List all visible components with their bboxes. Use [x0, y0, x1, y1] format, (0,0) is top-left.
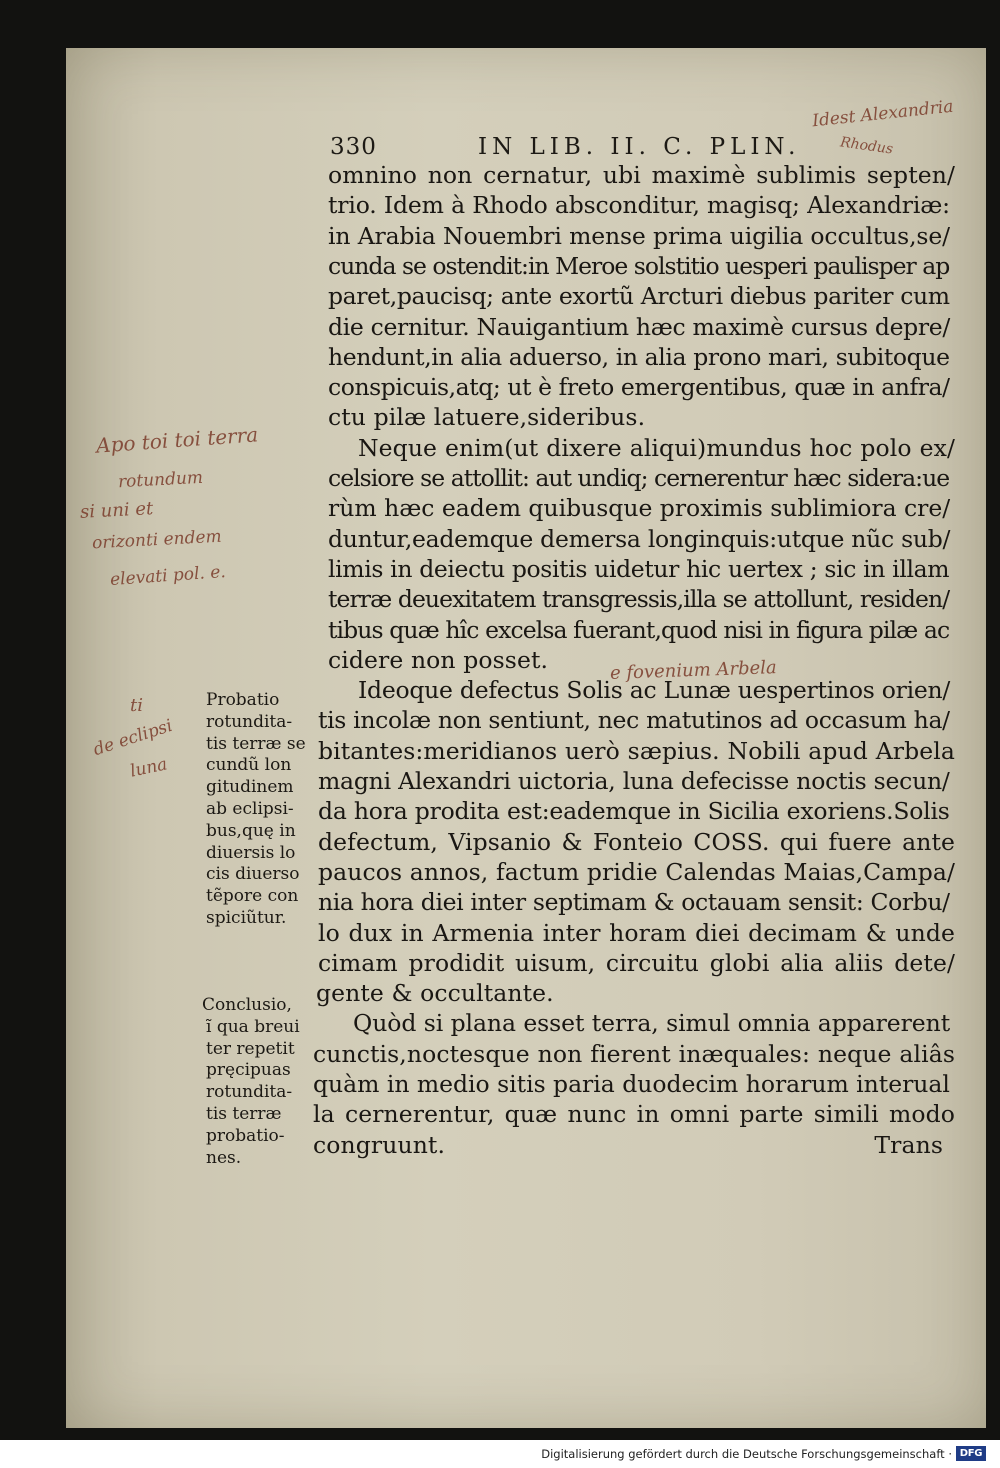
- sidenote-line: Probatio: [206, 690, 280, 710]
- sidenote-line: tis terræ se: [206, 733, 306, 754]
- sidenote-line: rotundita-: [206, 711, 293, 732]
- footer-bar: [0, 1440, 1000, 1468]
- text-line: die cernitur. Nauigantium hæc maximè cursus depre/: [328, 312, 950, 341]
- text-line: terræ deuexitatem transgressis,illa se attollunt, residen/: [328, 585, 950, 614]
- sidenote-line: gitudinem: [206, 777, 294, 798]
- dfg-logo: DFG: [956, 1446, 986, 1461]
- text-line: Trans: [874, 1130, 943, 1159]
- handwritten-annotation: Rhodus: [839, 134, 895, 158]
- sidenote-line: cundũ lon: [206, 755, 292, 776]
- handwritten-annotation: elevati pol. e.: [109, 561, 227, 591]
- text-line: Neque enim(ut dixere aliqui)mundus hoc polo ex/: [358, 433, 955, 462]
- text-line: paret,paucisq; ante exortũ Arcturi diebus pariter cum: [328, 282, 950, 311]
- text-line: la cernerentur, quæ nunc in omni parte simili modo: [313, 1100, 955, 1129]
- sidenote-line: bus,quę in: [206, 820, 296, 841]
- sidenote-line: rotundita-: [206, 1082, 293, 1103]
- handwritten-annotation: rotundum: [117, 467, 204, 493]
- text-line: cunctis,noctesque non fierent inæquales: neque aliâs: [313, 1039, 955, 1068]
- text-line: magni Alexandri uictoria, luna defecisse noctis secun/: [318, 767, 950, 795]
- text-line: trio. Idem à Rhodo absconditur, magisq; Alexandriæ:: [328, 191, 950, 220]
- sidenote-line: ter repetit: [206, 1038, 295, 1059]
- sidenote-line: Conclusio,: [202, 995, 292, 1015]
- handwritten-annotation: e fovenium Arbela: [609, 657, 778, 684]
- text-line: in Arabia Nouembri mense prima uigilia occultus,se/: [328, 221, 950, 250]
- sidenote-line: spiciũtur.: [206, 908, 287, 928]
- text-line: nia hora diei inter septimam & octauam sensit: Corbu/: [318, 888, 950, 917]
- text-line: omnino non cernatur, ubi maximè sublimis septen/: [328, 161, 955, 189]
- text-line: quàm in medio sitis paria duodecim horarum interual: [313, 1070, 950, 1098]
- handwritten-annotation: Apo toi toi terra: [95, 422, 259, 458]
- running-header: [330, 134, 810, 162]
- text-line: Quòd si plana esset terra, simul omnia apparerent: [353, 1009, 951, 1038]
- text-line: congruunt.: [313, 1130, 446, 1159]
- handwritten-annotation: Idest Alexandria: [811, 96, 955, 132]
- page-number: 330: [330, 134, 377, 160]
- sidenote-line: nes.: [206, 1147, 242, 1168]
- text-line: ctu pilæ latuere,sideribus.: [328, 403, 646, 432]
- text-line: bitantes:meridianos uerò sæpius. Nobili apud Arbela: [318, 736, 955, 765]
- text-line: tis incolæ non sentiunt, nec matutinos ad occasum ha/: [318, 706, 950, 735]
- sidenote-line: cis diuerso: [206, 864, 300, 885]
- sidenote-line: ĩ qua breui: [206, 1016, 300, 1037]
- text-line: da hora prodita est:eademque in Sicilia exoriens.Solis: [318, 797, 950, 826]
- sidenote-line: diuersis lo: [206, 842, 296, 863]
- sidenote-line: probatio-: [206, 1125, 285, 1146]
- text-line: duntur,eademque demersa longinquis:utque nũc sub/: [328, 524, 951, 553]
- text-line: rùm hæc eadem quibusque proximis sublimiora cre/: [328, 494, 951, 523]
- text-line: tibus quæ hîc excelsa fuerant,quod nisi in figura pilæ ac: [328, 615, 950, 644]
- text-line: paucos annos, factum pridie Calendas Maias,Campa/: [318, 857, 955, 886]
- text-line: celsiore se attollit: aut undiq; cernerentur hæc sidera:ue: [328, 464, 950, 492]
- handwritten-annotation: ti: [130, 695, 143, 716]
- handwritten-annotation: de eclipsi: [90, 715, 175, 761]
- footer-credit: Digitalisierung gefördert durch die Deutsche Forschungsgemeinschaft ·: [541, 1447, 952, 1461]
- text-line: cunda se ostendit:in Meroe solstitio uesperi paulisper ap: [328, 251, 950, 280]
- running-title: IN LIB. II. C. PLIN.: [478, 134, 801, 160]
- text-line: hendunt,in alia aduerso, in alia prono mari, subitoque: [328, 342, 950, 371]
- handwritten-annotation: orizonti endem: [91, 526, 223, 554]
- handwritten-annotation: si uni et: [79, 498, 154, 523]
- text-line: lo dux in Armenia inter horam diei decimam & unde: [318, 918, 955, 947]
- text-line: Ideoque defectus Solis ac Lunæ uespertinos orien/: [358, 676, 951, 705]
- sidenote-line: pręcipuas: [206, 1060, 291, 1081]
- sidenote-line: tis terræ: [206, 1104, 282, 1124]
- text-line: cimam prodidit uisum, circuitu globi alia aliis dete/: [318, 948, 955, 977]
- handwritten-annotation: luna: [128, 754, 170, 782]
- sidenote-line: tẽpore con: [206, 886, 299, 907]
- text-line: gente & occultante.: [316, 979, 554, 1008]
- text-line: limis in deiectu positis uidetur hic uertex ; sic in illam: [328, 554, 950, 583]
- text-line: defectum, Vipsanio & Fonteio COSS. qui fuere ante: [318, 827, 955, 856]
- text-line: cidere non posset.: [328, 645, 549, 674]
- text-line: conspicuis,atq; ut è freto emergentibus, quæ in anfra/: [328, 373, 950, 402]
- sidenote-line: ab eclipsi-: [206, 799, 294, 819]
